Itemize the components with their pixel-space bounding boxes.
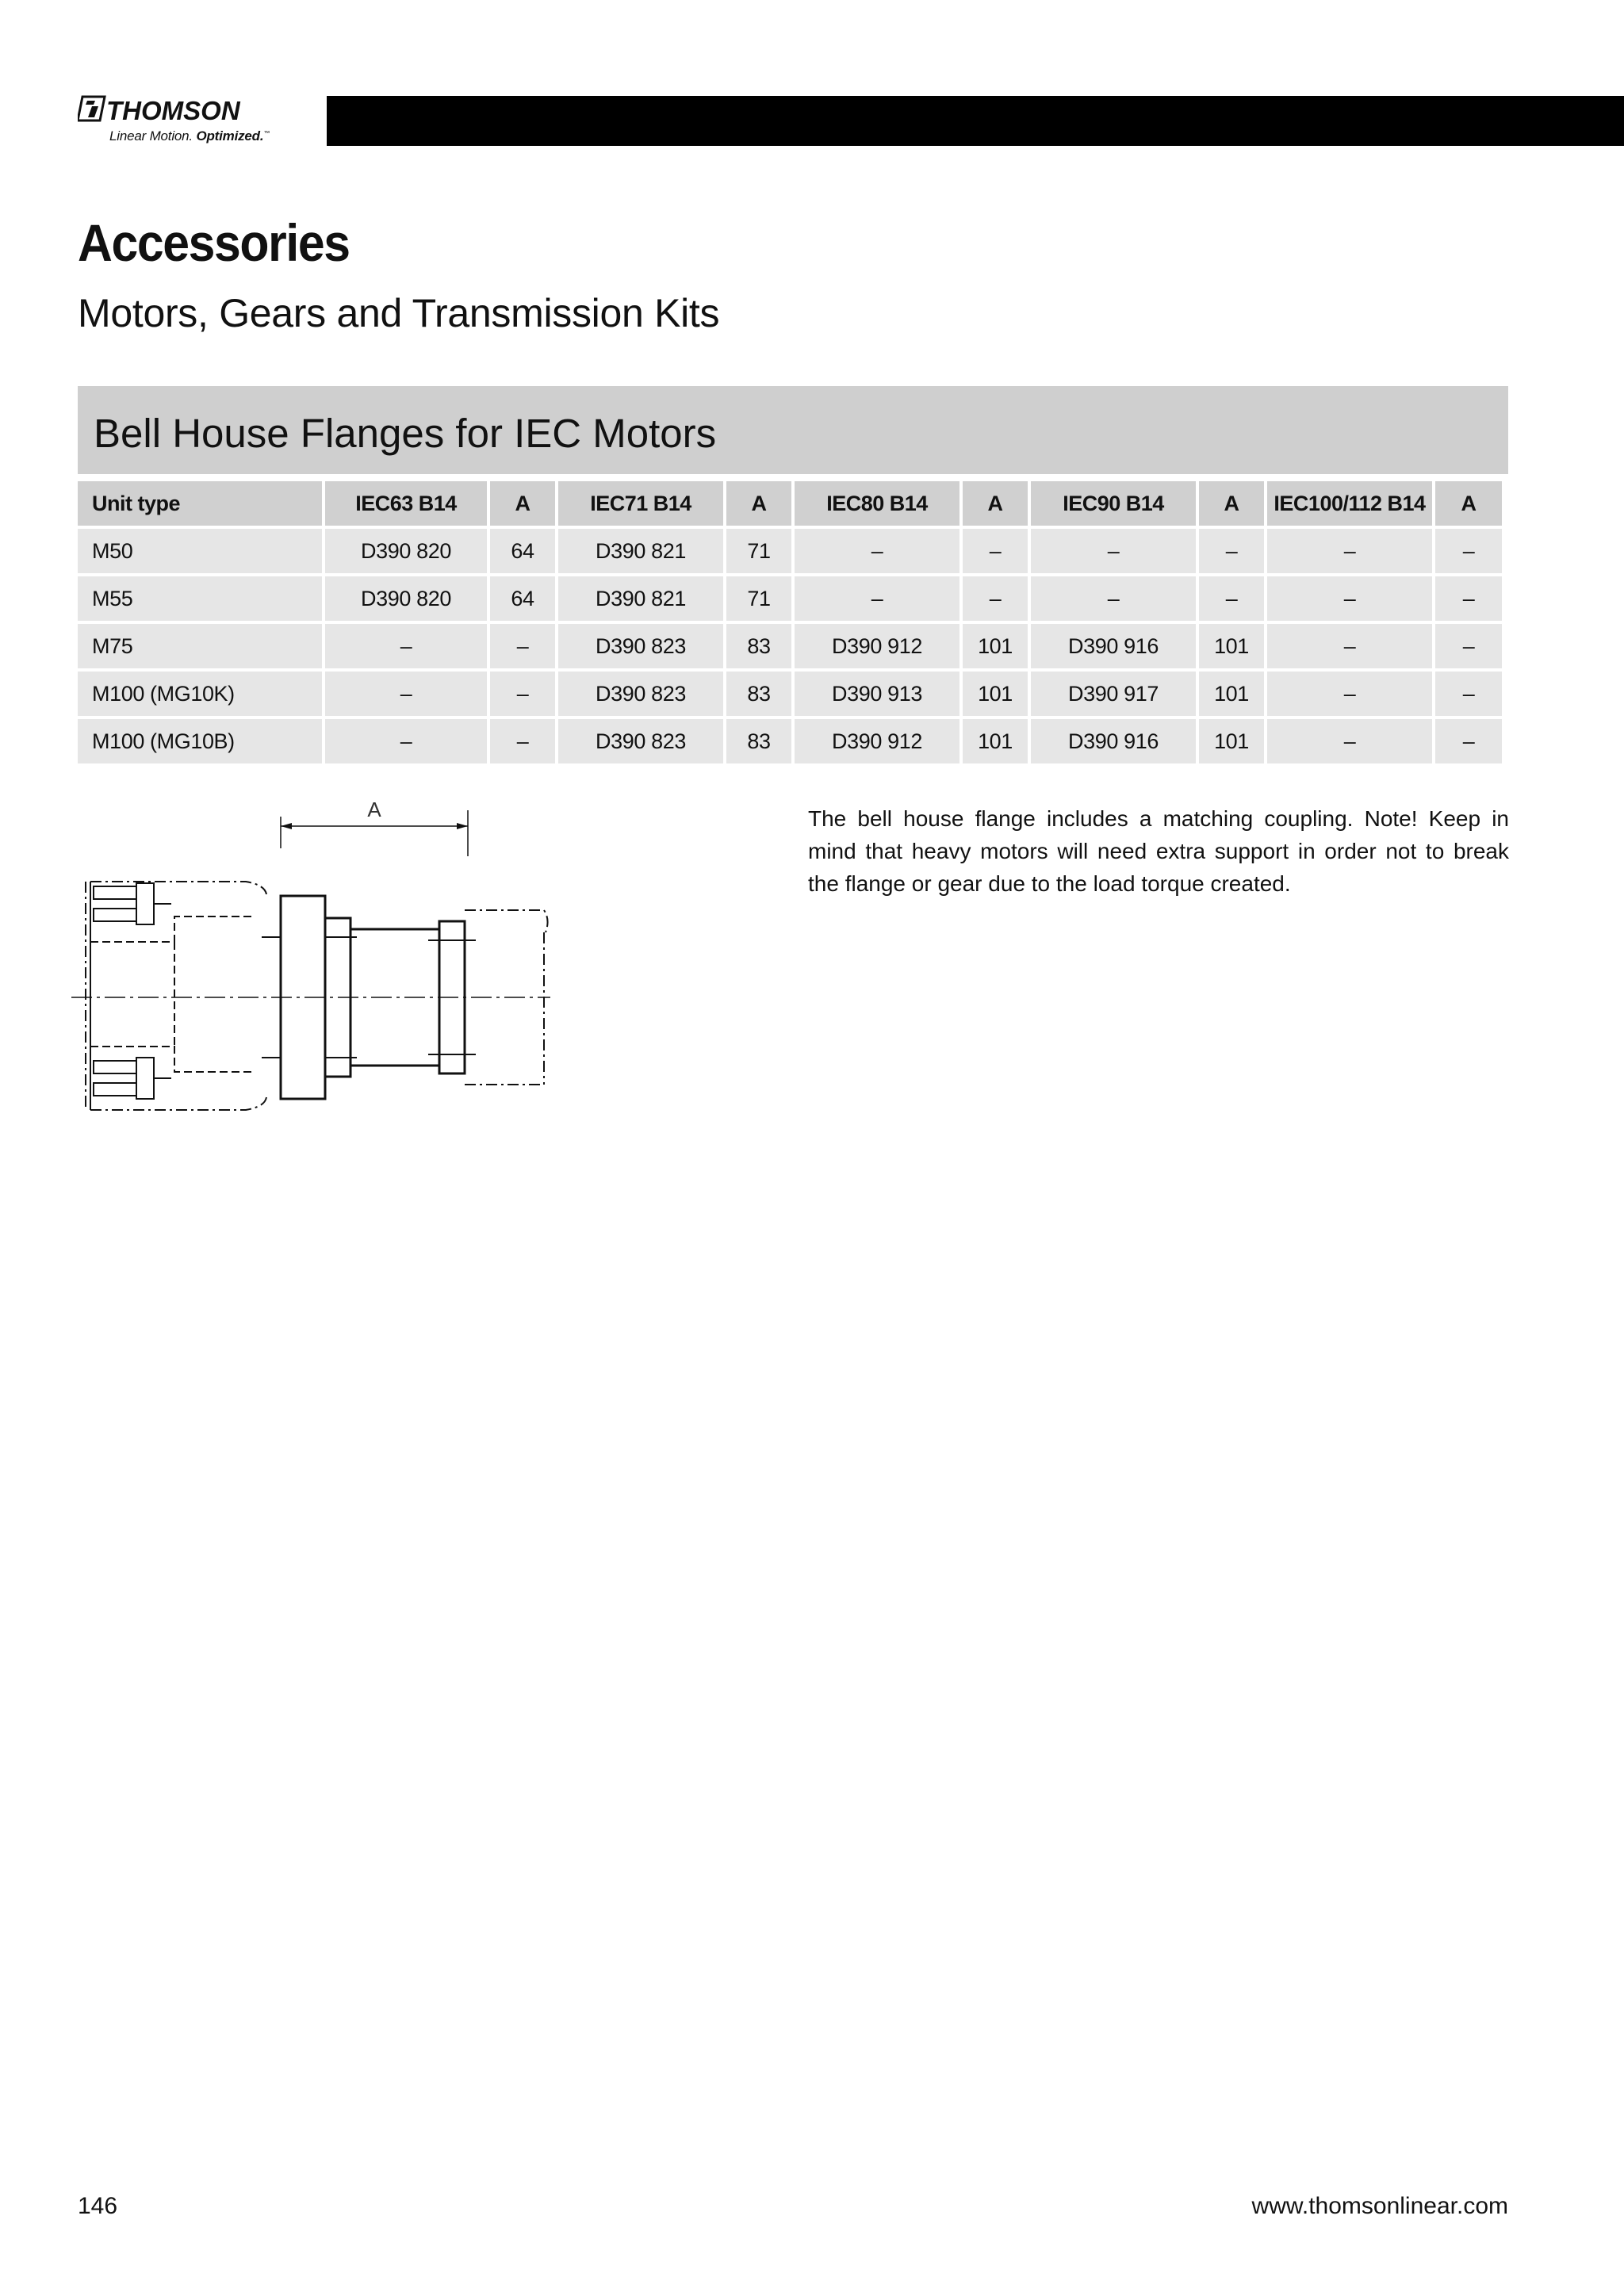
section-title: Bell House Flanges for IEC Motors xyxy=(94,411,717,456)
table-cell: 101 xyxy=(963,624,1028,668)
table-row xyxy=(78,719,1502,763)
table-cell: – xyxy=(1435,672,1502,716)
table-cell: – xyxy=(490,719,555,763)
thomson-logo-icon xyxy=(78,94,284,125)
table-row xyxy=(78,672,1502,716)
table-cell: M100 (MG10B) xyxy=(78,719,322,763)
column-header: IEC63 B14 xyxy=(325,481,487,526)
table-cell: – xyxy=(1435,624,1502,668)
table-cell: – xyxy=(490,624,555,668)
table-cell: D390 912 xyxy=(795,624,959,668)
column-header: A xyxy=(963,481,1028,526)
column-header: A xyxy=(490,481,555,526)
header-bar xyxy=(327,96,1624,146)
flange-table xyxy=(75,478,1505,767)
table-header-row xyxy=(78,481,1502,526)
table-cell: M75 xyxy=(78,624,322,668)
table-cell: – xyxy=(1435,529,1502,573)
section-header xyxy=(78,386,1508,474)
table-cell: – xyxy=(1199,529,1264,573)
table-cell: M50 xyxy=(78,529,322,573)
table-cell: D390 913 xyxy=(795,672,959,716)
column-header: IEC90 B14 xyxy=(1031,481,1196,526)
table-cell: 83 xyxy=(726,624,791,668)
column-header: Unit type xyxy=(78,481,322,526)
table-row xyxy=(78,529,1502,573)
thomson-logo xyxy=(78,94,284,144)
table-cell: D390 916 xyxy=(1031,719,1196,763)
table-row xyxy=(78,576,1502,621)
table-cell: – xyxy=(1267,672,1432,716)
table-cell: D390 823 xyxy=(558,624,723,668)
table-cell: 101 xyxy=(1199,624,1264,668)
brand-wordmark: THOMSON xyxy=(106,96,240,125)
table-cell: – xyxy=(795,529,959,573)
table-cell: 101 xyxy=(963,672,1028,716)
column-header: IEC80 B14 xyxy=(795,481,959,526)
page-title: Accessories xyxy=(78,213,350,272)
table-cell: – xyxy=(1267,529,1432,573)
table-cell: – xyxy=(1267,719,1432,763)
table-cell: D390 821 xyxy=(558,529,723,573)
table-cell: 101 xyxy=(1199,719,1264,763)
table-cell: – xyxy=(325,672,487,716)
table-cell: – xyxy=(1435,719,1502,763)
column-header: IEC71 B14 xyxy=(558,481,723,526)
table-cell: D390 917 xyxy=(1031,672,1196,716)
table-cell: M55 xyxy=(78,576,322,621)
table-cell: 83 xyxy=(726,719,791,763)
table-cell: – xyxy=(325,624,487,668)
table-cell: 64 xyxy=(490,576,555,621)
table-cell: D390 820 xyxy=(325,576,487,621)
table-cell: D390 823 xyxy=(558,719,723,763)
table-cell: D390 912 xyxy=(795,719,959,763)
brand-tagline: Linear Motion. Optimized.™ xyxy=(109,128,270,144)
column-header: IEC100/112 B14 xyxy=(1267,481,1432,526)
column-header: A xyxy=(1435,481,1502,526)
table-cell: – xyxy=(963,529,1028,573)
table-cell: D390 823 xyxy=(558,672,723,716)
column-header: A xyxy=(726,481,791,526)
table-cell: D390 916 xyxy=(1031,624,1196,668)
table-cell: – xyxy=(963,576,1028,621)
table-cell: – xyxy=(795,576,959,621)
table-row xyxy=(78,624,1502,668)
table-cell: – xyxy=(1031,576,1196,621)
note-text: The bell house flange includes a matching coupling. Note! Keep in mind that heavy motors will need extra support in order not to break the flange or gear due to the load torque created. xyxy=(808,806,1509,896)
column-header: A xyxy=(1199,481,1264,526)
table-cell: – xyxy=(1435,576,1502,621)
table-cell: 101 xyxy=(1199,672,1264,716)
table-cell: 71 xyxy=(726,529,791,573)
bell-house-flange-drawing xyxy=(71,793,563,1134)
table-cell: 83 xyxy=(726,672,791,716)
table-cell: D390 821 xyxy=(558,576,723,621)
table-cell: 71 xyxy=(726,576,791,621)
table-cell: – xyxy=(325,719,487,763)
table-cell: 101 xyxy=(963,719,1028,763)
page-number: 146 xyxy=(78,2193,118,2219)
page-subtitle: Motors, Gears and Transmission Kits xyxy=(78,291,720,335)
table-cell: M100 (MG10K) xyxy=(78,672,322,716)
table-cell: – xyxy=(490,672,555,716)
footer-url[interactable]: www.thomsonlinear.com xyxy=(1251,2193,1508,2219)
table-cell: – xyxy=(1031,529,1196,573)
table-cell: D390 820 xyxy=(325,529,487,573)
dimension-label: A xyxy=(367,798,381,821)
table-cell: – xyxy=(1267,576,1432,621)
table-cell: – xyxy=(1199,576,1264,621)
table-cell: – xyxy=(1267,624,1432,668)
table-cell: 64 xyxy=(490,529,555,573)
